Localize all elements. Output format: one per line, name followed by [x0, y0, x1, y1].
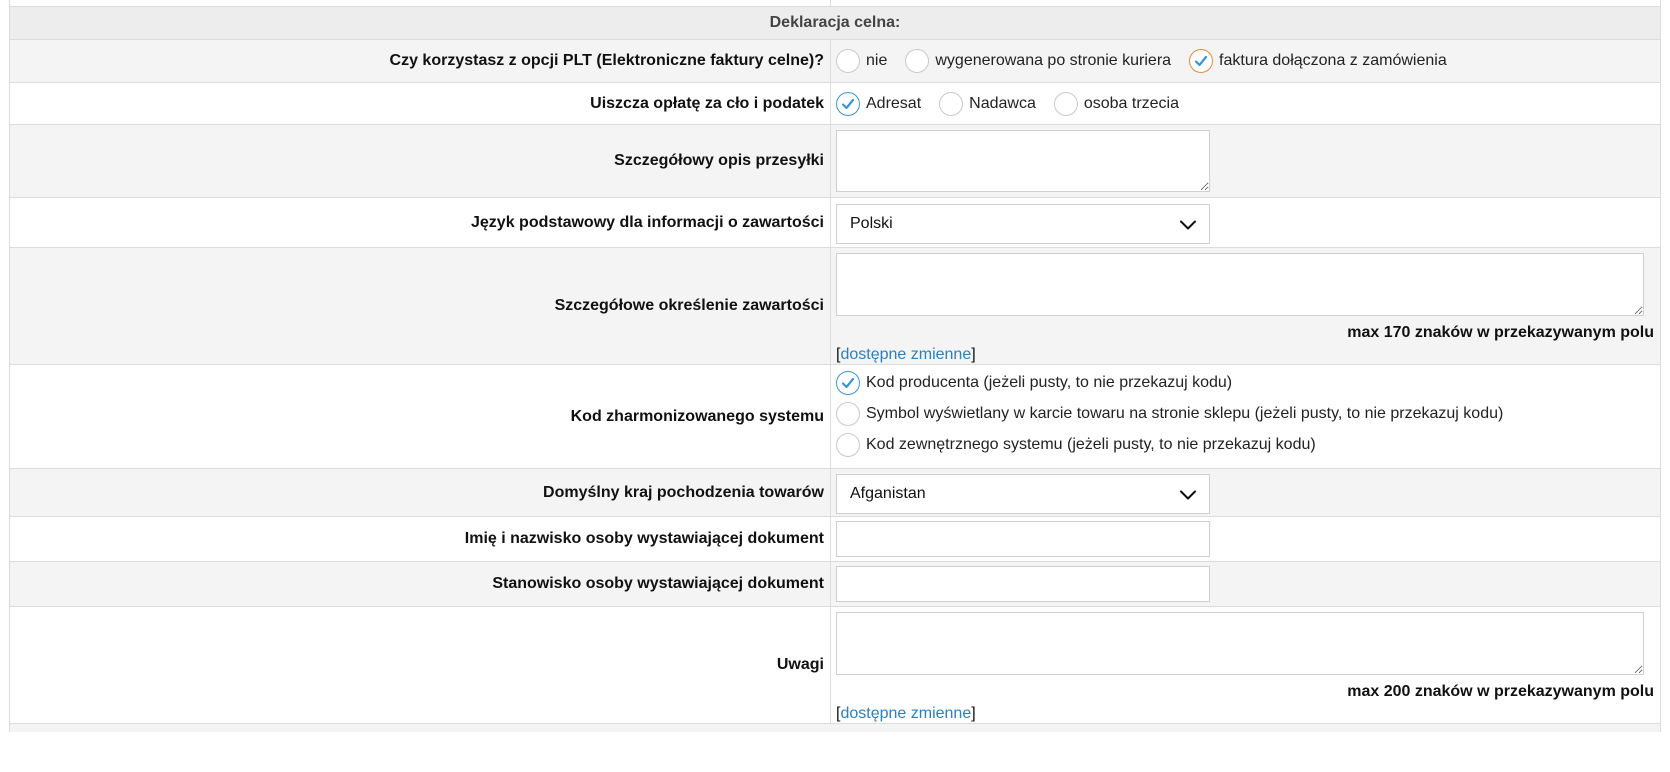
issuer-name-label: Imię i nazwisko osoby wystawiającej dokument — [10, 517, 831, 561]
origin-label: Domyślny kraj pochodzenia towarów — [10, 469, 831, 516]
contents-variables — [836, 346, 1655, 364]
origin-country-select[interactable] — [836, 474, 1210, 514]
customs-declaration-form — [9, 0, 1661, 732]
radio-circle[interactable] — [836, 402, 860, 426]
hs-option-label: Kod producenta (jeżeli pusty, to nie przekazuj kodu) — [866, 374, 1233, 391]
plt-radio-group — [836, 49, 1465, 73]
plt-row — [10, 40, 1660, 83]
plt-option-label: faktura dołączona z zamówienia — [1219, 52, 1447, 69]
language-select[interactable] — [836, 204, 1210, 244]
bottom-row — [10, 724, 1660, 732]
available-variables-link[interactable]: dostępne zmienne — [840, 705, 972, 722]
section-title: Deklaracja celna: — [10, 7, 1660, 40]
language-row — [10, 198, 1660, 248]
hs-option-label: Symbol wyświetlany w karcie towaru na stronie sklepu (jeżeli pusty, to nie przekazuj kodu) — [866, 405, 1504, 422]
radio-circle[interactable] — [939, 92, 963, 116]
plt-option-order-invoice[interactable] — [1189, 49, 1447, 73]
duty-row — [10, 83, 1660, 125]
top-row — [10, 0, 1660, 7]
notes-label: Uwagi — [10, 607, 831, 723]
contents-max-note: max 170 znaków w przekazywanym polu — [1347, 324, 1654, 341]
hs-option-label: Kod zewnętrznego systemu (jeżeli pusty, to nie przekazuj kodu) — [866, 436, 1316, 453]
plt-option-courier[interactable] — [905, 49, 1171, 73]
radio-circle[interactable] — [836, 49, 860, 73]
hs-code-label: Kod zharmonizowanego systemu — [10, 365, 831, 468]
duty-option-label: Nadawca — [969, 94, 1036, 112]
available-variables-link[interactable]: dostępne zmienne — [840, 346, 972, 363]
radio-circle-checked[interactable] — [836, 371, 860, 395]
duty-radio-group — [836, 92, 1197, 116]
hs-option-external[interactable] — [836, 433, 1637, 457]
issuer-name-input[interactable] — [836, 521, 1210, 557]
contents-row — [10, 248, 1660, 365]
hs-option-symbol[interactable] — [836, 402, 1637, 426]
bracket-close: ] — [971, 346, 976, 363]
duty-option-adresat[interactable] — [836, 92, 921, 116]
checkmark-icon — [841, 97, 855, 111]
radio-circle[interactable] — [836, 433, 860, 457]
radio-circle-checked[interactable] — [836, 92, 860, 116]
plt-option-label: nie — [866, 52, 888, 69]
bracket-open: [ — [836, 705, 841, 722]
description-row — [10, 125, 1660, 198]
radio-circle[interactable] — [905, 49, 929, 73]
description-label: Szczegółowy opis przesyłki — [10, 125, 831, 197]
checkmark-icon — [841, 376, 855, 390]
checkmark-icon — [1194, 54, 1208, 68]
plt-option-label: wygenerowana po stronie kuriera — [935, 52, 1172, 69]
issuer-name-row — [10, 517, 1660, 562]
issuer-position-input[interactable] — [836, 566, 1210, 602]
notes-max-note: max 200 znaków w przekazywanym polu — [1347, 683, 1654, 700]
duty-label: Uiszcza opłatę za cło i podatek — [10, 83, 831, 124]
description-textarea[interactable] — [836, 130, 1210, 192]
contents-textarea[interactable] — [836, 253, 1644, 316]
issuer-position-row — [10, 562, 1660, 607]
chevron-down-icon — [1179, 486, 1197, 504]
duty-option-third-party[interactable] — [1054, 92, 1179, 116]
radio-circle[interactable] — [1054, 92, 1078, 116]
bracket-open: [ — [836, 346, 841, 363]
notes-textarea[interactable] — [836, 612, 1644, 675]
origin-select-value: Afganistan — [850, 485, 926, 502]
contents-label: Szczegółowe określenie zawartości — [10, 248, 831, 364]
duty-option-label: Adresat — [866, 94, 922, 112]
radio-circle-checked[interactable] — [1189, 49, 1213, 73]
origin-row — [10, 469, 1660, 517]
issuer-position-label: Stanowisko osoby wystawiającej dokument — [10, 562, 831, 606]
duty-option-label: osoba trzecia — [1083, 94, 1180, 112]
language-label: Język podstawowy dla informacji o zawartości — [10, 198, 831, 247]
notes-variables — [836, 705, 1655, 723]
bracket-close: ] — [971, 705, 976, 722]
chevron-down-icon — [1179, 216, 1197, 234]
notes-row — [10, 607, 1660, 724]
plt-option-nie[interactable] — [836, 49, 887, 73]
hs-code-row — [10, 365, 1660, 469]
language-select-value: Polski — [850, 215, 893, 232]
hs-option-producer[interactable] — [836, 371, 1637, 395]
duty-option-nadawca[interactable] — [939, 92, 1036, 116]
plt-label: Czy korzystasz z opcji PLT (Elektroniczne faktury celne)? — [10, 40, 831, 82]
